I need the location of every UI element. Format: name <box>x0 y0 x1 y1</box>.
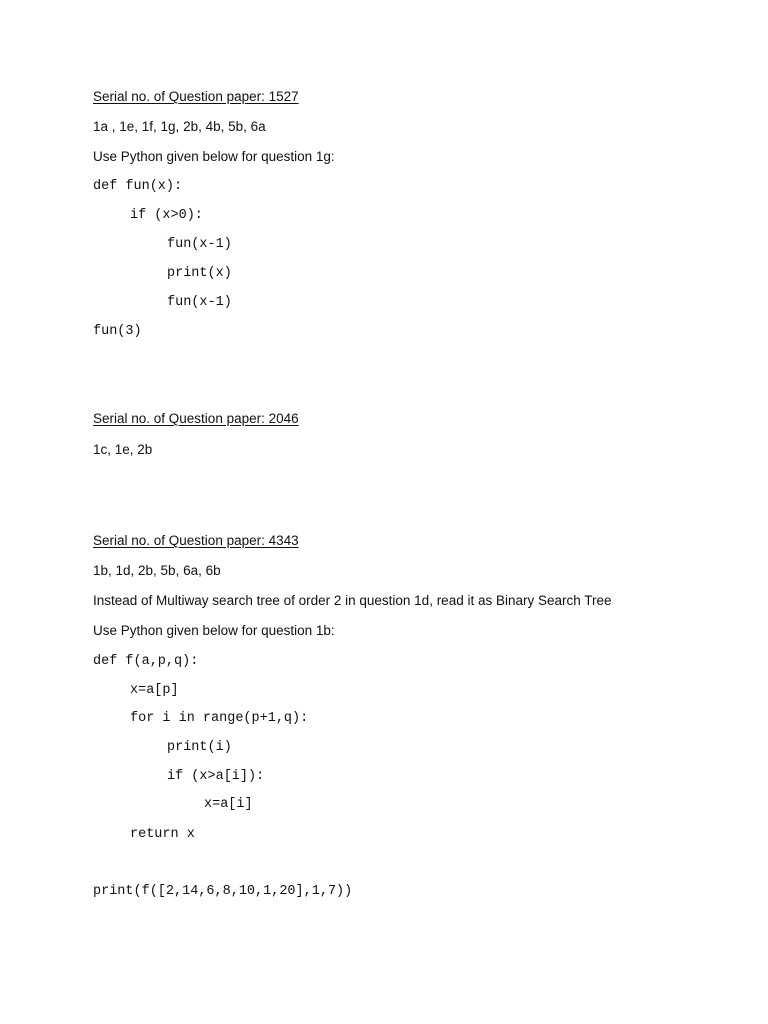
instruction-note-1d: Instead of Multiway search tree of order 2 in question 1d, read it as Binary Search Tree <box>93 593 612 608</box>
code-note-1b: Use Python given below for question 1b: <box>93 623 335 638</box>
code-line: fun(x-1) <box>167 295 232 310</box>
code-line: fun(3) <box>93 324 142 339</box>
code-line: x=a[i] <box>204 797 253 812</box>
question-list-2046: 1c, 1e, 2b <box>93 442 153 457</box>
code-line: def f(a,p,q): <box>93 654 199 669</box>
code-line: x=a[p] <box>130 683 179 698</box>
code-line: def fun(x): <box>93 179 183 194</box>
section-heading-4343: Serial no. of Question paper: 4343 <box>93 533 299 548</box>
code-line: print(f([2,14,6,8,10,1,20],1,7)) <box>93 884 353 899</box>
code-line: print(x) <box>167 266 232 281</box>
code-line: for i in range(p+1,q): <box>130 711 309 726</box>
code-line: if (x>a[i]): <box>167 769 265 784</box>
code-line: if (x>0): <box>130 208 203 223</box>
question-list-1527: 1a , 1e, 1f, 1g, 2b, 4b, 5b, 6a <box>93 119 266 134</box>
code-note-1g: Use Python given below for question 1g: <box>93 149 335 164</box>
question-list-4343: 1b, 1d, 2b, 5b, 6a, 6b <box>93 563 221 578</box>
code-line: fun(x-1) <box>167 237 232 252</box>
section-heading-1527: Serial no. of Question paper: 1527 <box>93 89 299 104</box>
section-heading-2046: Serial no. of Question paper: 2046 <box>93 411 299 426</box>
code-line: return x <box>130 827 195 842</box>
code-line: print(i) <box>167 740 232 755</box>
